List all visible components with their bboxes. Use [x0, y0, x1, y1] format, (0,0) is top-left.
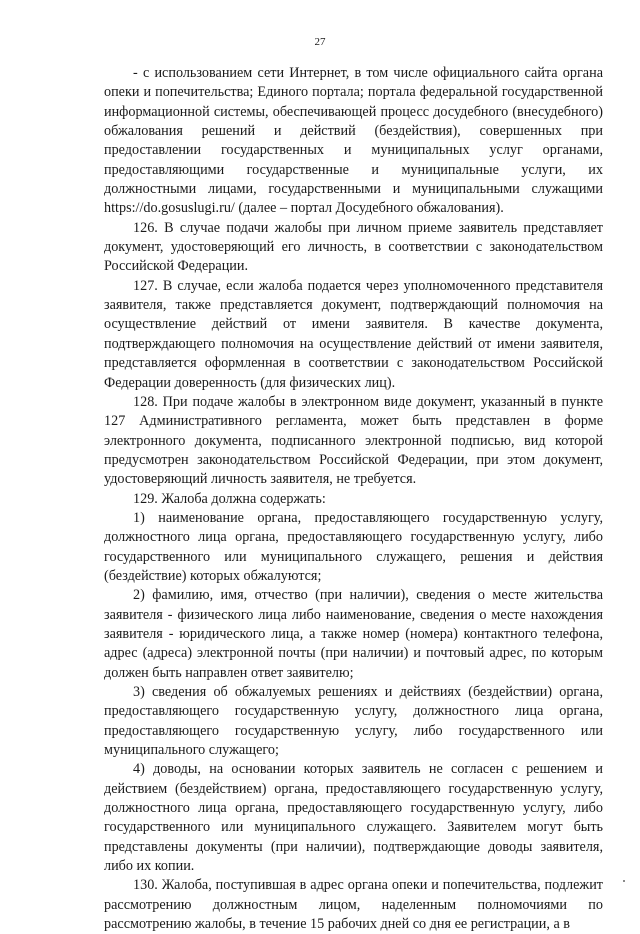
list-item-4: 4) доводы, на основании которых заявитель не согласен с решением и действием (бездействием) органа, предоставляющего государственную услугу, должностного лица органа, предоставляющего государственную услугу, либо государственного или муниципального служащего. Заявителем могут быть представлены документы (при наличии), подтверждающие доводы заявителя, либо их копии. [104, 761, 603, 875]
document-body [104, 64, 603, 934]
list-item-1: 1) наименование органа, предоставляющего государственную услугу, должностного лица органа, предоставляющего государственную услугу, либо государственного или муниципального служащего, решения и действия (бездействие) которых обжалуются; [104, 509, 603, 584]
page-number: 27 [314, 36, 326, 48]
scan-speck [623, 880, 625, 882]
paragraph-130: 130. Жалоба, поступившая в адрес органа опеки и попечительства, подлежит рассмотрению должностным лицом, наделенным полномочиями по рассмотрению жалобы, в течение 15 рабочих дней со дня ее регистрации, а в [104, 877, 603, 933]
list-item-3: 3) сведения об обжалуемых решениях и действиях (бездействии) органа, предоставляющего государственную услугу, должностного лица органа, предоставляющего государственную услугу, либо государственного или муниципального служащего; [104, 684, 603, 759]
paragraph-129: 129. Жалоба должна содержать: [133, 490, 326, 507]
list-item-2: 2) фамилию, имя, отчество (при наличии), сведения о месте жительства заявителя - физического лица либо наименование, сведения о месте нахождения заявителя - юридического лица, а также номер (номера) контактного телефона, адрес (адреса) электронной почты (при наличии) и почтовый адрес, по которым должен быть направлен ответ заявителю; [104, 587, 603, 681]
paragraph-internet-submission: - с использованием сети Интернет, в том числе официального сайта органа опеки и попечительства; Единого портала; портала федеральной государственной информационной системы, обеспечивающей процесс досудебного (внесудебного) обжалования решений и действий (бездействия), совершенных при предоставлении государственных и муниципальных услуг органами, предоставляющими государственные и муниципальные услуги, их должностными лицами, государственными и муниципальными служащими https://do.gosuslugi.ru/ (далее – портал Досудебного обжалования). [104, 65, 603, 217]
paragraph-128: 128. При подаче жалобы в электронном виде документ, указанный в пункте 127 Административного регламента, может быть представлен в форме электронного документа, подписанного электронной подписью, вид которой предусмотрен законодательством Российской Федерации, при этом документ, удостоверяющий личность заявителя, не требуется. [104, 393, 603, 488]
paragraph-127: 127. В случае, если жалоба подается через уполномоченного представителя заявителя, также представляется документ, подтверждающий полномочия на осуществление действий от имени заявителя. В качестве документа, подтверждающего полномочия на осуществление действий от имени заявителя, представляется оформленная в соответствии с законодательством Российской Федерации доверенность (для физических лиц). [104, 277, 603, 391]
paragraph-126: 126. В случае подачи жалобы при личном приеме заявитель представляет документ, удостоверяющий его личность, в соответствии с законодательством Российской Федерации. [104, 219, 603, 275]
